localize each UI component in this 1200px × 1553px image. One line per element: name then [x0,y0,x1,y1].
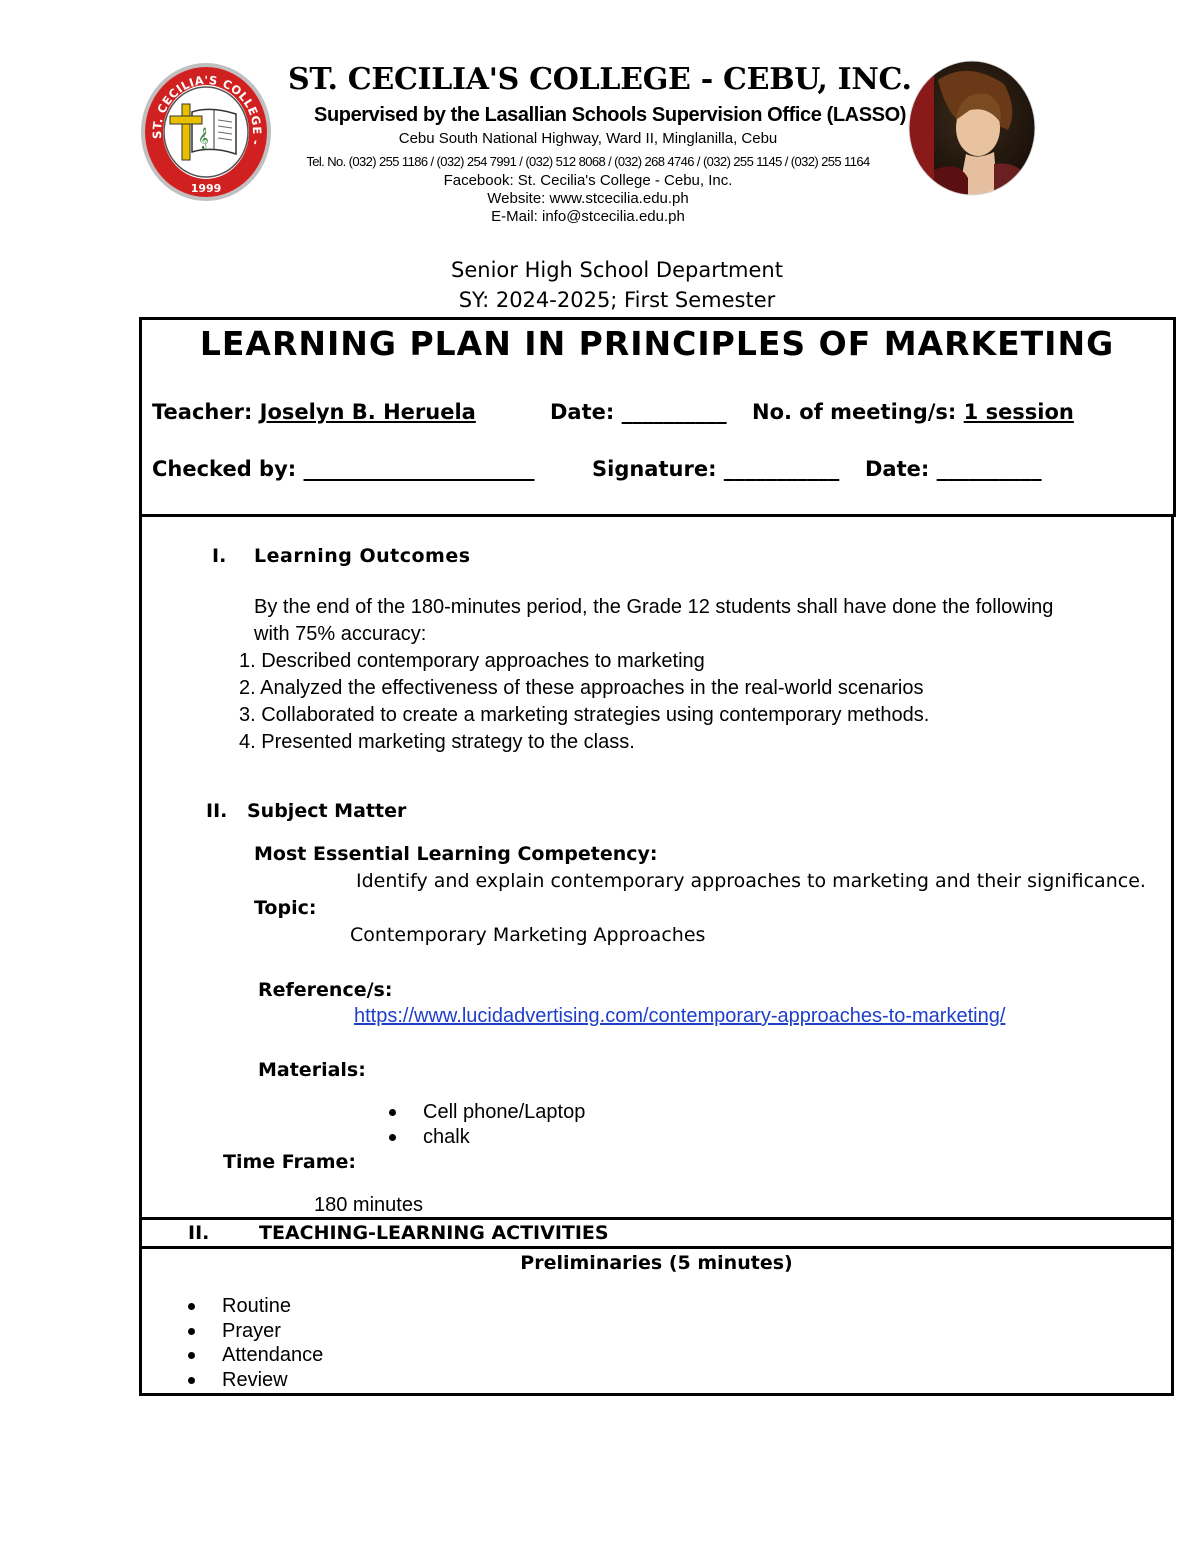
outcome-item: 2. Analyzed the effectiveness of these approaches in the real-world scenarios [239,677,924,699]
reference-link[interactable]: https://www.lucidadvertising.com/contemporary-approaches-to-marketing/ [354,1005,1006,1027]
outcomes-numeral: I. [212,545,227,567]
teacher-name: Joselyn B. Heruela [259,400,476,424]
meetings-label: No. of meeting/s: [752,400,964,424]
preliminary-item: Review [222,1369,288,1391]
svg-text:ST. CECILIA'S COLLEGE - CEBU,: ST. CECILIA'S COLLEGE - [149,72,265,147]
outcomes-heading: Learning Outcomes [254,545,471,567]
school-year: SY: 2024-2025; First Semester [458,288,776,312]
meetings-field [752,400,1074,424]
material-item: Cell phone/Laptop [423,1101,586,1123]
address-line: Cebu South National Highway, Ward II, Minglanilla, Cebu [398,130,778,147]
preliminary-item: Attendance [222,1344,324,1366]
teacher-field [152,400,476,424]
preliminary-item: Prayer [222,1320,281,1342]
email-line: E-Mail: info@stcecilia.edu.ph [491,208,685,225]
supervision-line: Supervised by the Lasallian Schools Supervision Office (LASSO) [314,104,907,126]
content-box [139,514,1174,1220]
checked-date-field: Date: __________ [865,457,1042,481]
bullet-icon [389,1109,396,1116]
outcome-item: 4. Presented marketing strategy to the class. [239,731,635,753]
svg-text:1999: 1999 [190,182,222,195]
outcomes-intro-line2: with 75% accuracy: [254,623,427,645]
bullet-icon [188,1328,195,1335]
college-name: ST. CECILIA'S COLLEGE - CEBU, INC. [288,62,912,97]
plan-title: LEARNING PLAN IN PRINCIPLES OF MARKETING [199,324,1115,363]
bullet-icon [188,1352,195,1359]
website-line: Website: www.stcecilia.edu.ph [487,190,689,207]
meetings-value: 1 session [963,400,1074,424]
subject-matter-numeral: II. [206,800,228,822]
activities-heading: TEACHING-LEARNING ACTIVITIES [259,1222,609,1244]
references-label: Reference/s: [258,979,393,1001]
teacher-label: Teacher: [152,400,260,424]
telephone-line: Tel. No. (032) 255 1186 / (032) 254 7991 / (032) 512 8068 / (032) 268 4746 / (032) 255 1145 / (032) 255 1164 [306,154,870,169]
svg-text:𝄞: 𝄞 [198,128,209,149]
date-field: Date: __________ [550,400,727,424]
bullet-icon [188,1303,195,1310]
outcome-item: 1. Described contemporary approaches to marketing [239,650,705,672]
bullet-icon [188,1377,195,1384]
outcomes-intro-line1: By the end of the 180-minutes period, the Grade 12 students shall have done the following [254,596,1054,618]
outcome-item: 3. Collaborated to create a marketing strategies using contemporary methods. [239,704,930,726]
facebook-line: Facebook: St. Cecilia's College - Cebu, Inc. [443,172,733,189]
melc-text: Identify and explain contemporary approaches to marketing and their significance. [356,870,1146,892]
saint-cecilia-portrait-image [908,60,1036,196]
melc-label: Most Essential Learning Competency: [254,843,658,865]
preliminaries-heading: Preliminaries (5 minutes) [520,1252,793,1274]
preliminary-item: Routine [222,1295,291,1317]
department-name: Senior High School Department [451,258,783,282]
time-frame-label: Time Frame: [223,1151,357,1173]
subject-matter-heading: Subject Matter [247,800,407,822]
bullet-icon [389,1134,396,1141]
material-item: chalk [423,1126,470,1148]
checked-by-field: Checked by: ______________________ [152,457,535,481]
activities-numeral: II. [188,1222,210,1244]
time-frame-value: 180 minutes [314,1194,423,1216]
materials-label: Materials: [258,1059,366,1081]
signature-field: Signature: ___________ [592,457,840,481]
topic-label: Topic: [254,897,317,919]
topic-text: Contemporary Marketing Approaches [350,924,706,946]
